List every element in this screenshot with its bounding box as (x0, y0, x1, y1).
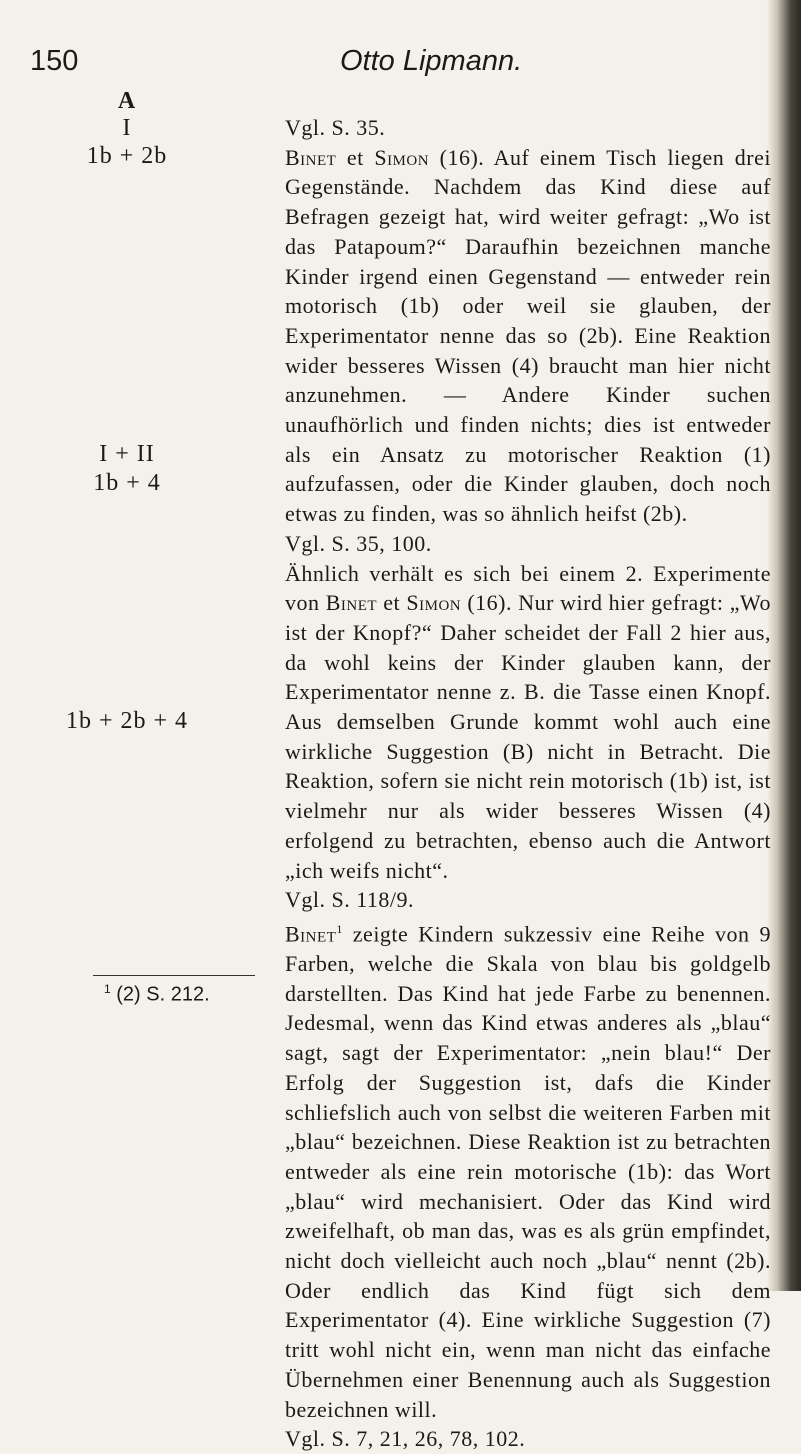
text-span: et (336, 144, 375, 170)
text-span: et (377, 590, 407, 616)
margin-note-i-ii: I + II (99, 441, 155, 467)
footnote (104, 982, 210, 1007)
author-name: Binet (285, 144, 337, 170)
text-span: (16). Auf einem Tisch liegen drei Gegenstände. Nachdem das Kind diese auf Befragen gezeigt hat, wird weiter gefragt: „Wo ist das Patapoum?“ Daraufhin bezeichnen manche Kinder irgend einen Gegenstand — entweder rein motorisch (1b) oder weil sie glauben, der Experimentator nenne das so (2b). Eine Reaktion wider besseres Wissen (4) braucht man hier nicht anzunehmen. — Andere Kinder suchen unaufhörlich und finden nichts; dies ist entweder als ein Ansatz zu motorischer Reaktion (1) aufzufassen, oder die Kinder glauben, doch noch etwas zu finden, was so ähnlich heifst (2b). (285, 144, 771, 527)
author-name: Binet (285, 921, 337, 947)
footnote-rule (93, 975, 255, 976)
author-name: Simon (374, 144, 430, 170)
reference-line: Vgl. S. 118/9. (285, 887, 415, 913)
text-span: zeigte Kindern sukzessiv eine Reihe von 9 Farben, welche die Skala von blau bis goldgelb darstellten. Das Kind hat jede Farbe zu benennen. Jedesmal, wenn das Kind etwas anderes als „blau“ sagt, sagt der Experimentator: „nein blau!“ Der Erfolg der Suggestion ist, dafs die Kinder schliefslich auch von selbst die weiteren Farben mit „blau“ bezeichnen. Diese Reaktion ist zu betrachten entweder als eine rein motorische (1b): das Wort „blau“ wird mechanisiert. Oder das Kind wird zweifelhaft, ob man das, was es als grün empfindet, nicht doch vielleicht auch noch „blau“ nennt (2b). Oder endlich das Kind fügt sich dem Experimentator (4). Eine wirkliche Suggestion (7) tritt wohl nicht ein, wenn man nicht das einfache Übernehmen einer Benennung auch als Suggestion bezeichnen will. (285, 921, 771, 1422)
reference-line: Vgl. S. 7, 21, 26, 78, 102. (285, 1426, 526, 1452)
footnote-text: (2) S. 212. (110, 983, 210, 1006)
paragraph (285, 915, 771, 1424)
reference-line: Vgl. S. 35. (285, 115, 386, 140)
author-name: Simon (406, 590, 462, 616)
margin-note-a: A (117, 88, 137, 114)
main-text (285, 113, 771, 1454)
reference-line: Vgl. S. 35, 100. (285, 530, 432, 556)
text-span: Ähnlich verhält es sich bei einem 2. Experimente von (285, 560, 771, 616)
paragraph (285, 559, 771, 886)
paragraph (285, 143, 771, 529)
author-name: Binet (325, 590, 378, 616)
margin-note-1b-2b: 1b + 2b (86, 143, 168, 169)
footnote-marker: 1 (336, 921, 343, 936)
page-number: 150 (30, 45, 79, 77)
margin-note-1b-4: 1b + 4 (93, 470, 161, 496)
page-edge-shadow (767, 0, 801, 1291)
margin-note-i: I (122, 115, 132, 141)
margin-note-1b-2b-4: 1b + 2b + 4 (65, 708, 189, 734)
text-span: (16). Nur wird hier gefragt: „Wo ist der Knopf?“ Daher scheidet der Fall 2 hier aus, da wohl keins der Kinder glauben kann, der Experimentator nenne z. B. die Tasse einen Knopf. Aus demselben Grunde kommt wohl auch eine wirkliche Suggestion (B) nicht in Betracht. Die Reaktion, sofern sie nicht rein motorisch (1b) ist, ist vielmehr nur als wider besseres Wissen (4) erfolgend zu betrachten, ebenso auch die Antwort „ich weifs nicht“. (285, 590, 771, 883)
running-head: Otto Lipmann. (340, 45, 523, 77)
footnote-number: 1 (104, 982, 111, 996)
